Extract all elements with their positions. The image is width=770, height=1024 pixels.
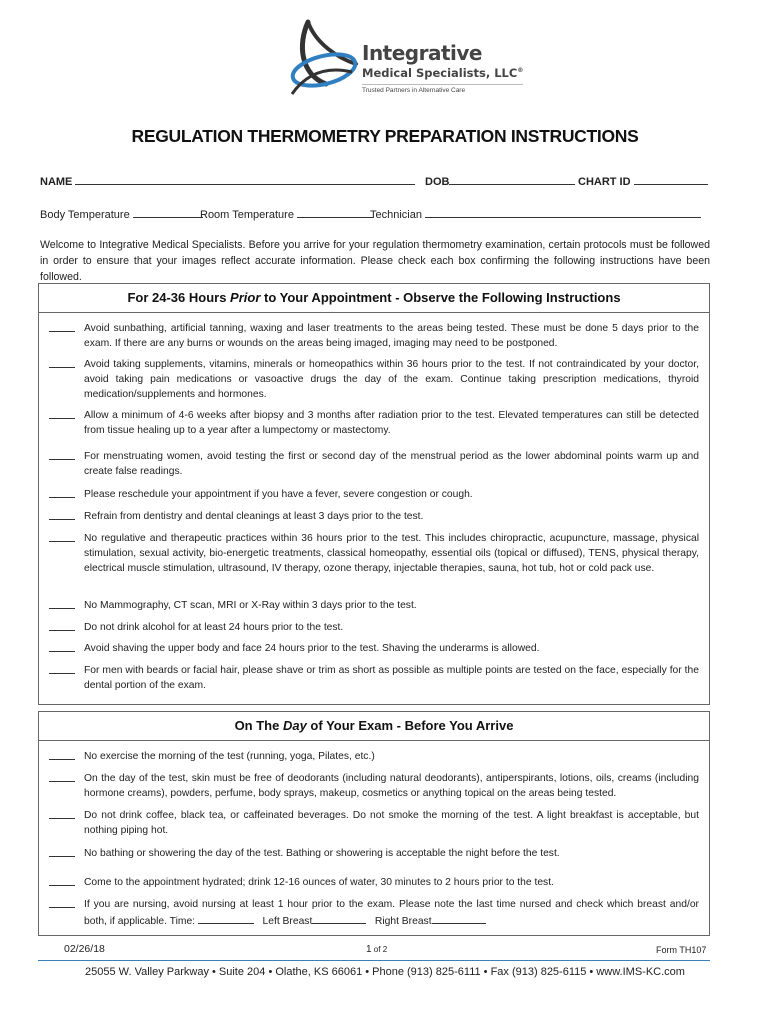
check-line[interactable] xyxy=(49,663,75,674)
technician-field[interactable]: Technician xyxy=(370,206,701,221)
left-breast-blank[interactable] xyxy=(312,912,366,924)
check-line[interactable] xyxy=(49,321,75,332)
page-title: REGULATION THERMOMETRY PREPARATION INSTRUCTIONS xyxy=(131,126,639,146)
checklist-item: On the day of the test, skin must be free of deodorants (including natural deodorants), antiperspirants, lotions, oils, creams (including hormone creams), powders, perfume, body sprays, makeup, cosmetics or anything topical on the areas being tested. xyxy=(49,771,699,801)
nursing-time-blank[interactable] xyxy=(198,912,254,924)
check-line[interactable] xyxy=(49,408,75,419)
section-prior-heading: For 24-36 Hours Prior to Your Appointment - Observe the Following Instructions xyxy=(39,284,709,313)
technician-blank[interactable] xyxy=(425,206,701,218)
dob-blank[interactable] xyxy=(449,173,575,185)
check-line[interactable] xyxy=(49,620,75,631)
check-line[interactable] xyxy=(49,875,75,886)
logo-mark-icon xyxy=(286,14,366,106)
intro-paragraph: Welcome to Integrative Medical Specialists. Before you arrive for your regulation thermometry examination, certain protocols must be followed in order to ensure that your images reflect accurate information. Please check each box confirming the following instructions have been followed. xyxy=(40,239,710,283)
checklist-item: No bathing or showering the day of the test. Bathing or showering is acceptable the night before the test. xyxy=(49,846,699,861)
checklist-item: No exercise the morning of the test (running, yoga, Pilates, etc.) xyxy=(49,749,699,764)
check-line[interactable] xyxy=(49,749,75,760)
check-line[interactable] xyxy=(49,509,75,520)
section-day-box xyxy=(38,711,710,936)
checklist-item: Come to the appointment hydrated; drink 12-16 ounces of water, 30 minutes to 2 hours prior to the test. xyxy=(49,875,699,890)
footer-address: 25055 W. Valley Parkway • Suite 204 • Olathe, KS 66061 • Phone (913) 825-6111 • Fax (913) 825-6115 • www.IMS-KC.com xyxy=(85,966,685,978)
body-temp-blank[interactable] xyxy=(133,206,203,218)
room-temp-field[interactable]: Room Temperature xyxy=(200,206,373,221)
room-temp-blank[interactable] xyxy=(297,206,373,218)
check-line[interactable] xyxy=(49,897,75,908)
logo-tagline: Trusted Partners in Alternative Care xyxy=(362,84,523,94)
checklist-item: Do not drink alcohol for at least 24 hours prior to the test. xyxy=(49,620,699,635)
check-line[interactable] xyxy=(49,357,75,368)
check-line[interactable] xyxy=(49,808,75,819)
logo-subtitle: Medical Specialists, LLC® xyxy=(362,65,524,80)
check-line[interactable] xyxy=(49,598,75,609)
check-line[interactable] xyxy=(49,449,75,460)
check-line[interactable] xyxy=(49,771,75,782)
checklist-item: For men with beards or facial hair, please shave or trim as short as possible as multiple points are tested on the face, especially for the dental portion of the exam. xyxy=(49,663,699,693)
company-logo xyxy=(286,14,524,106)
check-line[interactable] xyxy=(49,487,75,498)
checklist-item: No regulative and therapeutic practices within 36 hours prior to the test. This includes chiropractic, acupuncture, massage, physical stimulation, sexual activity, bio-energetic treatments, classical homeopathy, essential oils (topical or diffused), TENS, physical therapy, electrical muscle stimulation, ultrasound, IV therapy, ozone therapy, injectable therapies, sauna, hot tub, hot or cold pack use. xyxy=(49,531,699,577)
check-line[interactable] xyxy=(49,846,75,857)
footer-divider xyxy=(38,960,710,961)
checklist-item: Avoid shaving the upper body and face 24 hours prior to the test. Shaving the underarms is allowed. xyxy=(49,641,699,656)
checklist-item: Allow a minimum of 4-6 weeks after biopsy and 3 months after radiation prior to the test. Elevated temperatures can still be detected from tissue healing up to a year after a lumpectomy or mastectomy. xyxy=(49,408,699,438)
check-line[interactable] xyxy=(49,641,75,652)
checklist-item: No Mammography, CT scan, MRI or X-Ray within 3 days prior to the test. xyxy=(49,598,699,613)
name-blank[interactable] xyxy=(75,173,415,185)
section-day-heading: On The Day of Your Exam - Before You Arrive xyxy=(39,712,709,741)
checklist-item: Avoid sunbathing, artificial tanning, waxing and laser treatments to the areas being tested. These must be done 5 days prior to the exam. If there are any burns or wounds on the areas being imaged, imaging may need to be postponed. xyxy=(49,321,699,351)
chart-id-blank[interactable] xyxy=(634,173,708,185)
checklist-item: Do not drink coffee, black tea, or caffeinated beverages. Do not smoke the morning of the test. A light breakfast is acceptable, but nothing piping hot. xyxy=(49,808,699,838)
checklist-item: Refrain from dentistry and dental cleanings at least 3 days prior to the test. xyxy=(49,509,699,524)
check-line[interactable] xyxy=(49,531,75,542)
body-temp-field[interactable]: Body Temperature xyxy=(40,206,203,221)
logo-name: Integrative xyxy=(362,41,482,65)
footer-page-number: 1 of 2 xyxy=(366,944,388,955)
name-field[interactable]: NAME xyxy=(40,173,415,188)
right-breast-blank[interactable] xyxy=(432,912,486,924)
section-prior-box xyxy=(38,283,710,705)
dob-field[interactable]: DOB xyxy=(425,173,575,188)
footer-form-id: Form TH107 xyxy=(656,945,707,955)
footer-date: 02/26/18 xyxy=(64,943,105,955)
checklist-item: Avoid taking supplements, vitamins, minerals or homeopathics within 36 hours prior to the test. If not contraindicated by your doctor, avoid taking pain medications or vasoactive drugs the day of the exam. Continue taking prescription medications, thyroid medication/supplements and hormones. xyxy=(49,357,699,403)
chart-id-field[interactable]: CHART ID xyxy=(578,173,708,188)
checklist-item: Please reschedule your appointment if you have a fever, severe congestion or cough. xyxy=(49,487,699,502)
nursing-item: If you are nursing, avoid nursing at least 1 hour prior to the exam. Please note the last time nursed and check which breast and/or both, if applicable. Time: Left Breast Right Breast xyxy=(49,897,699,929)
checklist-item: For menstruating women, avoid testing the first or second day of the menstrual period as the lower abdominal points warm up and create false readings. xyxy=(49,449,699,479)
